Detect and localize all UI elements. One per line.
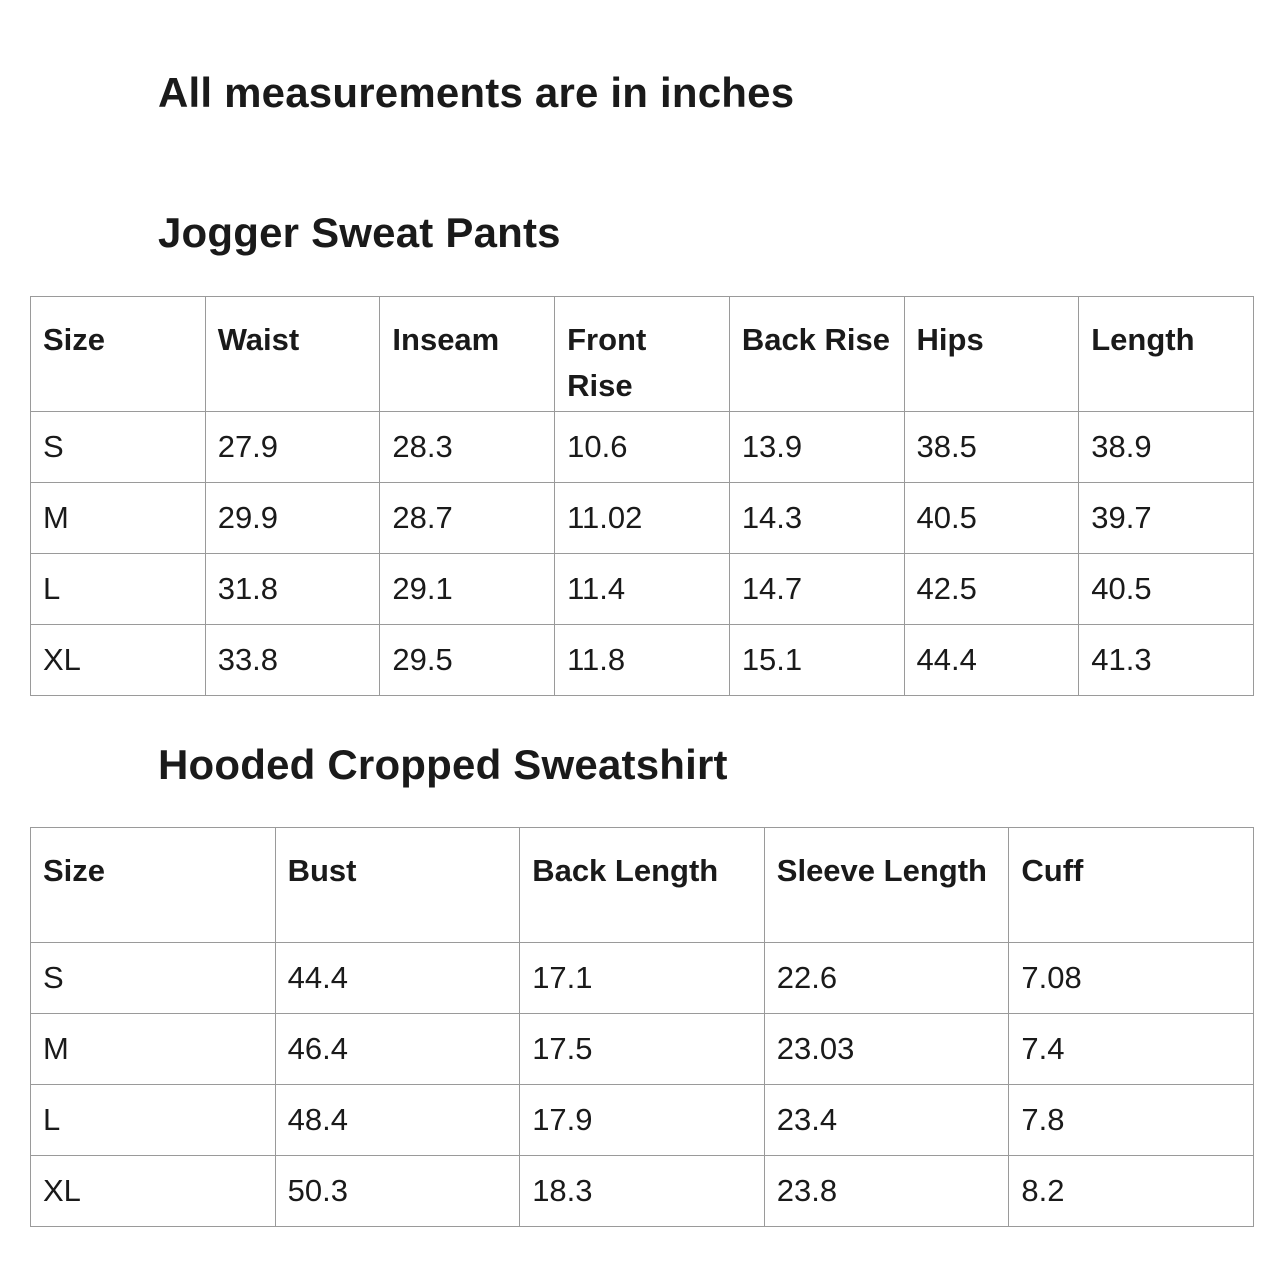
table-cell: 13.9 xyxy=(729,412,904,483)
table-cell: 14.3 xyxy=(729,483,904,554)
table-cell: S xyxy=(31,412,206,483)
column-header: Sleeve Length xyxy=(764,828,1009,943)
table-cell: 42.5 xyxy=(904,554,1079,625)
table-cell: 17.5 xyxy=(520,1014,765,1085)
table-cell: 11.4 xyxy=(555,554,730,625)
column-header: Front Rise xyxy=(555,297,730,412)
table-cell: S xyxy=(31,943,276,1014)
table-cell: 8.2 xyxy=(1009,1156,1254,1227)
table-cell: 17.1 xyxy=(520,943,765,1014)
table-cell: 23.8 xyxy=(764,1156,1009,1227)
table-cell: XL xyxy=(31,625,206,696)
table-cell: 50.3 xyxy=(275,1156,520,1227)
table-cell: 18.3 xyxy=(520,1156,765,1227)
table-cell: 38.9 xyxy=(1079,412,1254,483)
table-cell: 27.9 xyxy=(205,412,380,483)
table-row xyxy=(31,1156,1254,1227)
table-row xyxy=(31,554,1254,625)
table-cell: 29.9 xyxy=(205,483,380,554)
column-header: Size xyxy=(31,828,276,943)
column-header: Size xyxy=(31,297,206,412)
column-header: Inseam xyxy=(380,297,555,412)
table-cell: 7.8 xyxy=(1009,1085,1254,1156)
column-header: Waist xyxy=(205,297,380,412)
table-row xyxy=(31,1014,1254,1085)
table-cell: 38.5 xyxy=(904,412,1079,483)
table-cell: 46.4 xyxy=(275,1014,520,1085)
table-cell: 40.5 xyxy=(904,483,1079,554)
table-row xyxy=(31,943,1254,1014)
table-row xyxy=(31,412,1254,483)
table-cell: M xyxy=(31,483,206,554)
sweatshirt-section-title: Hooded Cropped Sweatshirt xyxy=(158,741,728,788)
column-header: Length xyxy=(1079,297,1254,412)
measurement-note: All measurements are in inches xyxy=(158,69,795,116)
table-cell: 23.4 xyxy=(764,1085,1009,1156)
sweatshirt-size-table xyxy=(30,827,1254,1227)
table-cell: 41.3 xyxy=(1079,625,1254,696)
table-cell: 7.4 xyxy=(1009,1014,1254,1085)
table-cell: 39.7 xyxy=(1079,483,1254,554)
table-cell: L xyxy=(31,554,206,625)
column-header: Back Length xyxy=(520,828,765,943)
table-cell: 44.4 xyxy=(275,943,520,1014)
table-row xyxy=(31,625,1254,696)
table-cell: 29.5 xyxy=(380,625,555,696)
table-header-row xyxy=(31,297,1254,412)
table-cell: 23.03 xyxy=(764,1014,1009,1085)
table-row xyxy=(31,483,1254,554)
table-cell: 11.8 xyxy=(555,625,730,696)
table-cell: 14.7 xyxy=(729,554,904,625)
table-cell: 11.02 xyxy=(555,483,730,554)
table-cell: 29.1 xyxy=(380,554,555,625)
table-cell: 31.8 xyxy=(205,554,380,625)
table-row xyxy=(31,1085,1254,1156)
table-cell: L xyxy=(31,1085,276,1156)
table-cell: 28.7 xyxy=(380,483,555,554)
table-cell: 15.1 xyxy=(729,625,904,696)
table-cell: 48.4 xyxy=(275,1085,520,1156)
table-cell: 28.3 xyxy=(380,412,555,483)
pants-size-table xyxy=(30,296,1254,696)
table-cell: M xyxy=(31,1014,276,1085)
table-cell: XL xyxy=(31,1156,276,1227)
table-cell: 7.08 xyxy=(1009,943,1254,1014)
column-header: Bust xyxy=(275,828,520,943)
pants-section-title: Jogger Sweat Pants xyxy=(158,209,561,256)
table-header-row xyxy=(31,828,1254,943)
table-cell: 17.9 xyxy=(520,1085,765,1156)
column-header: Back Rise xyxy=(729,297,904,412)
table-cell: 40.5 xyxy=(1079,554,1254,625)
table-cell: 33.8 xyxy=(205,625,380,696)
table-cell: 10.6 xyxy=(555,412,730,483)
table-cell: 44.4 xyxy=(904,625,1079,696)
table-cell: 22.6 xyxy=(764,943,1009,1014)
column-header: Hips xyxy=(904,297,1079,412)
column-header: Cuff xyxy=(1009,828,1254,943)
